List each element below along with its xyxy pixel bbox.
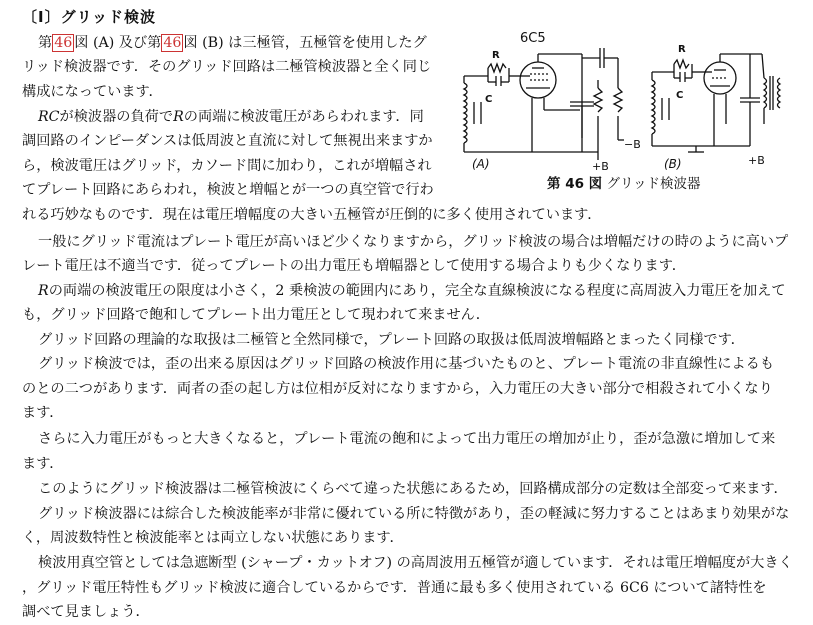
- text-line: グリッド検波では，歪の出来る原因はグリッド回路の検波作用に基づいたものと、プレート電流の非直線性によるも: [38, 356, 775, 372]
- text-line: 第 46 図 (A) 及び第 46 図 (B) は三極管，五極管を使用したグ: [38, 35, 427, 51]
- text-line: ます．: [22, 405, 64, 421]
- text-line: ，グリッド電圧特性もグリッド検波に適合しているからです．普通に最も多く使用されている 6C6 について諸特性を: [22, 580, 767, 596]
- text-line: Rの両端の検波電圧の限度は小さく，2 乗検波の範囲内にあり，完全な直線検波になる程度に高周波入力電圧を加えて: [38, 283, 786, 299]
- text-line: ら，検波電圧はグリッド，カソード間に加わり，これが増幅され: [22, 158, 432, 174]
- figure-ref-link[interactable]: 46: [54, 35, 73, 51]
- r-label-a: R: [492, 50, 500, 61]
- coil-a: [464, 83, 467, 143]
- text-line: RCが検波器の負荷でRの両端に検波電圧があらわれます．同: [38, 109, 424, 125]
- label-a: (A): [472, 157, 490, 171]
- text-line: 一般にグリッド電流はプレート電圧が高いほど少くなりますから，グリッド検波の場合は増幅だけの時のように高いプ: [38, 234, 789, 250]
- coil-b: [652, 80, 655, 134]
- text-line: ます．: [22, 456, 64, 472]
- text-line: 調回路のインピーダンスは低周波と直流に対して無視出来ますか: [22, 133, 433, 149]
- text-line: も，グリッド回路で飽和してプレート出力電圧として現われて来ません．: [22, 307, 490, 323]
- text-line: 検波用真空管としては急遮断型 (シャープ・カットオフ) の高周波用五極管が適しています．それは電圧増幅度が大きく: [38, 555, 793, 571]
- r-label-b: R: [678, 44, 686, 55]
- text-line: リッド検波器です．そのグリッド回路は二極管検波器と全く同じ: [22, 59, 432, 75]
- caption-text: グリッド検波器: [606, 176, 701, 192]
- caption-number: 第 46 図: [547, 176, 603, 192]
- text-line: グリッド検波器には綜合した検波能率が非常に優れている所に特徴があり，歪の軽減に努力することはあまり効果がな: [38, 506, 790, 522]
- plus-b-a: +B: [592, 160, 609, 173]
- text-line: 構成になっています．: [22, 84, 163, 100]
- section-heading: 〔I〕グリッド検波: [22, 8, 156, 26]
- text-line: く，周波数特性と検波能率とは両立しない状態にあります．: [22, 530, 404, 546]
- label-b: (B): [664, 157, 682, 171]
- c-label-b: C: [676, 90, 684, 101]
- text-line: てプレート回路にあらわれ，検波と増幅とが一つの真空管で行わ: [22, 182, 434, 198]
- tube-label: 6C5: [520, 31, 546, 46]
- text-line: このようにグリッド検波器は二極管検波にくらべて違った状態にあるため，回路構成部分の定数は全部変って来ます．: [38, 481, 788, 497]
- text-line: 調べて見ましょう．: [22, 604, 150, 620]
- minus-b-a: −B: [624, 138, 641, 151]
- circuit-figure: [452, 28, 804, 196]
- text-line: レート電圧は不適当です．従ってプレートの出力電圧も増幅器として使用する場合よりも少くなります．: [22, 258, 686, 274]
- figure-caption: [547, 172, 700, 192]
- c-label-a: C: [485, 94, 493, 105]
- plus-b-b: +B: [748, 154, 765, 167]
- text-line: グリッド回路の理論的な取扱は二極管と全然同様で，プレート回路の取扱は低周波増幅路とまったく同様です．: [38, 332, 745, 348]
- figure-ref-link[interactable]: 46: [163, 35, 182, 51]
- text-line: れる巧妙なものです．現在は電圧増幅度の大きい五極管が圧倒的に多く使用されています．: [22, 207, 602, 223]
- text-line: のとの二つがあります．両者の歪の起し方は位相が反対になりますから，入力電圧の大きい部分で相殺されて小くなり: [22, 381, 773, 397]
- text-line: さらに入力電圧がもっと大きくなると，プレート電流の飽和によって出力電圧の増加が止り，歪が急激に増加して来: [38, 431, 776, 447]
